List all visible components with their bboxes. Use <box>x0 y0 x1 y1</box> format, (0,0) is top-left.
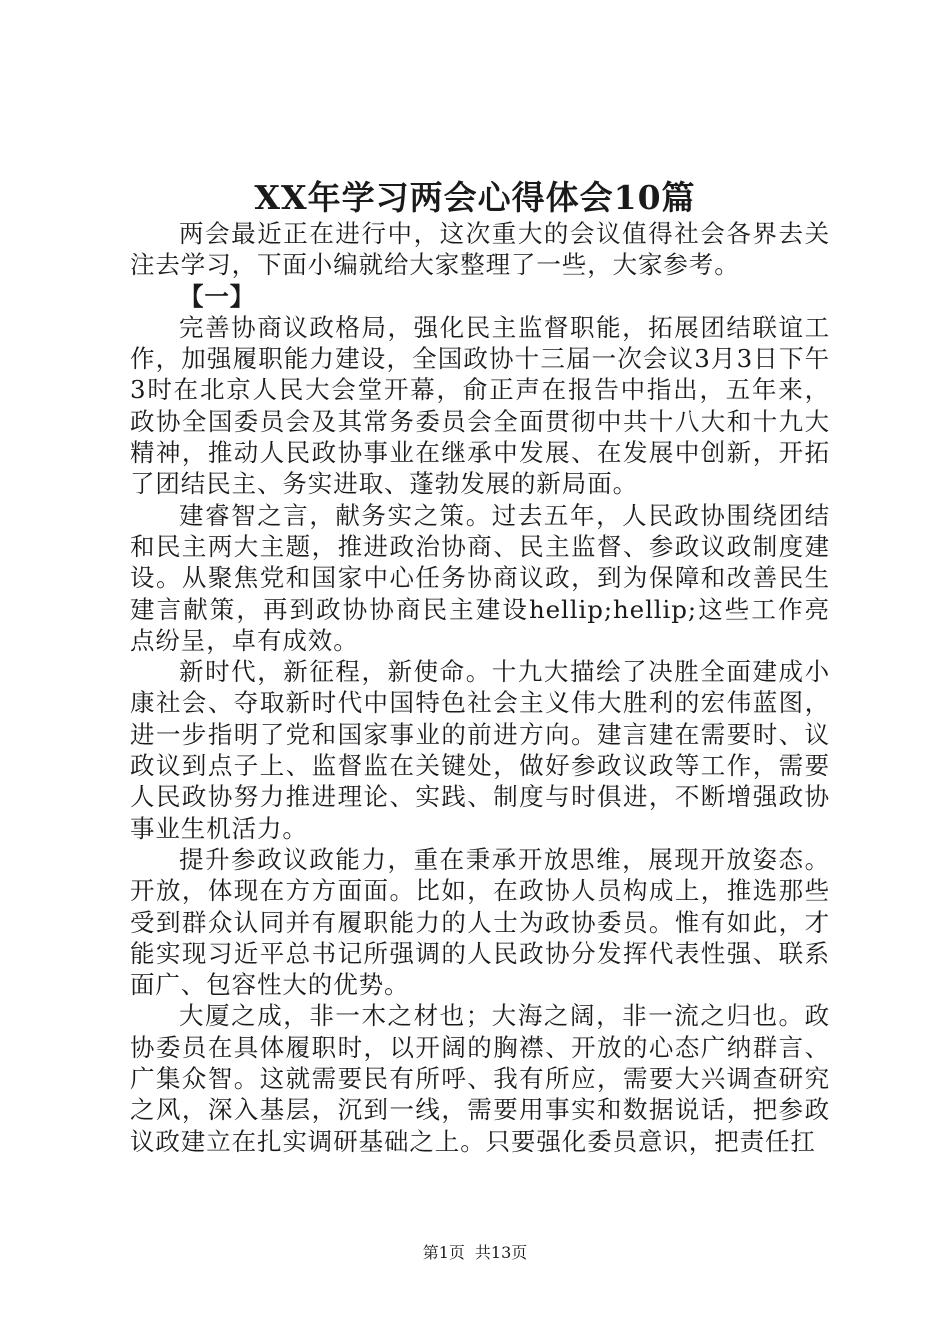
page-total: 共13页 <box>474 1243 528 1262</box>
body-paragraph: 完善协商议政格局，强化民主监督职能，拓展团结联谊工作，加强履职能力建设，全国政协十三届一次会议3月3日下午3时在北京人民大会堂开幕，俞正声在报告中指出，五年来，政协全国委员会及其常务委员会全面贯彻中共十八大和十九大精神，推动人民政协事业在继承中发展、在发展中创新，开拓了团结民主、务实进取、蓬勃发展的新局面。 <box>130 312 830 499</box>
body-paragraph: 新时代，新征程，新使命。十九大描绘了决胜全面建成小康社会、夺取新时代中国特色社会主义伟大胜利的宏伟蓝图，进一步指明了党和国家事业的前进方向。建言建在需要时、议政议到点子上、监督监在关键处，做好参政议政等工作，需要人民政协努力推进理论、实践、制度与时俱进，不断增强政协事业生机活力。 <box>130 657 830 843</box>
body-paragraph: 建睿智之言，献务实之策。过去五年，人民政协围绕团结和民主两大主题，推进政治协商、民主监督、参政议政制度建设。从聚焦党和国家中心任务协商议政，到为保障和改善民生建言献策，再到政协协商民主建设hellip;hellip;这些工作亮点纷呈，卓有成效。 <box>130 500 830 655</box>
document-body <box>130 218 830 1157</box>
page-footer <box>0 1242 950 1264</box>
document-title: XX年学习两会心得体会10篇 <box>254 178 696 217</box>
page-number: 第1页 <box>422 1243 465 1262</box>
body-paragraph: 提升参政议政能力，重在秉承开放思维，展现开放姿态。开放，体现在方方面面。比如，在政协人员构成上，推选那些受到群众认同并有履职能力的人士为政协委员。惟有如此，才能实现习近平总书记所强调的人民政协分发挥代表性强、联系面广、包容性大的优势。 <box>130 844 830 1000</box>
intro-paragraph: 两会最近正在进行中，这次重大的会议值得社会各界去关注去学习，下面小编就给大家整理了一些，大家参考。 <box>130 219 830 280</box>
section-heading: 【一】 <box>179 281 256 311</box>
body-paragraph: 大厦之成，非一木之材也；大海之阔，非一流之归也。政协委员在具体履职时，以开阔的胸襟、开放的心态广纳群言、广集众智。这就需要民有所呼、我有所应，需要大兴调查研究之风，深入基层，沉到一线，需要用事实和数据说话，把参政议政建立在扎实调研基础之上。只要强化委员意识，把责任扛 <box>130 1001 830 1156</box>
